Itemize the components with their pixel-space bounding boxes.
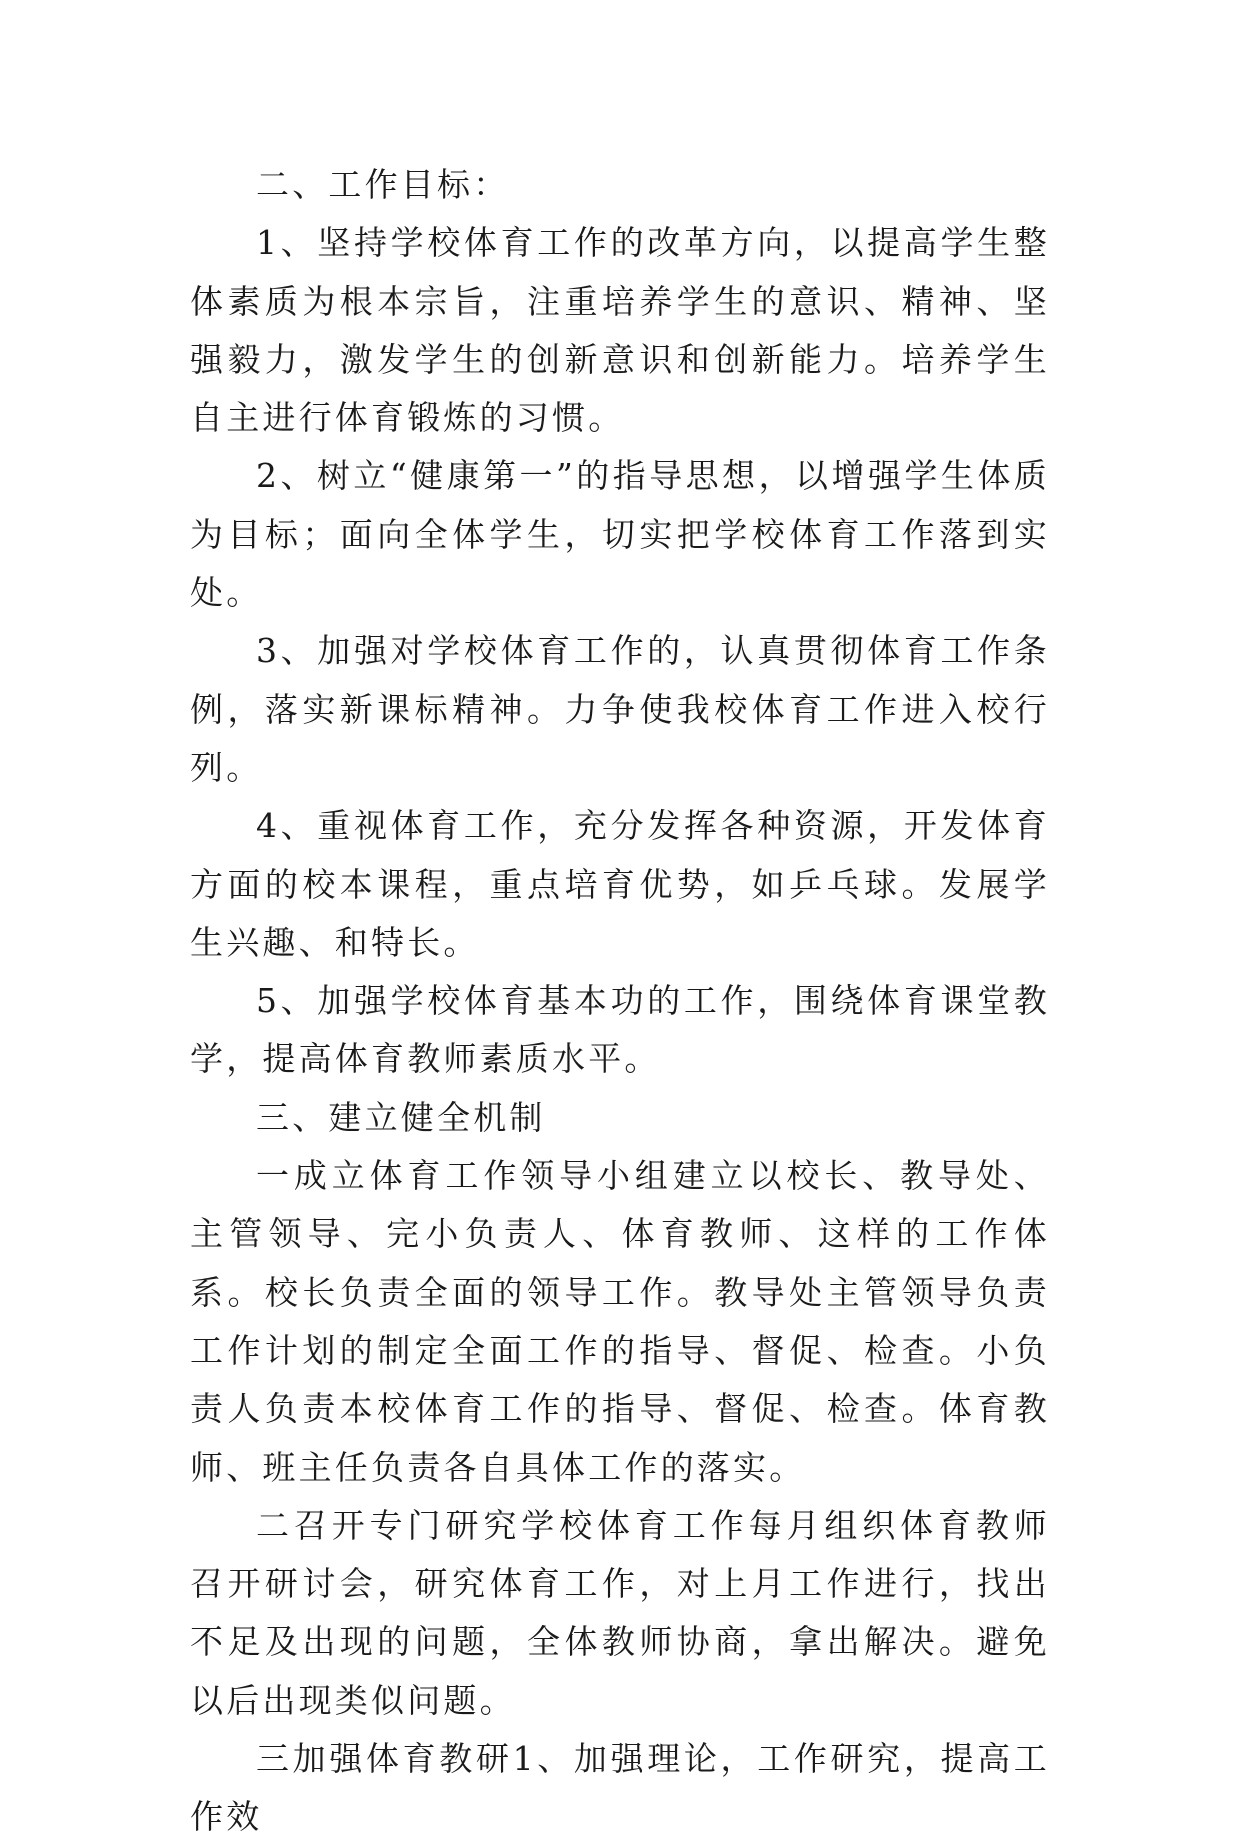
paragraph-teaching-research: 三加强体育教研1、加强理论，工作研究，提高工作效	[190, 1739, 1050, 1837]
document-body	[190, 156, 1050, 1847]
paragraph-goal-4: 4、重视体育工作，充分发挥各种资源，开发体育方面的校本课程，重点培育优势，如乒乓球。发展学生兴趣、和特长。	[190, 806, 1050, 962]
paragraph-monthly-meeting: 二召开专门研究学校体育工作每月组织体育教师召开研讨会，研究体育工作，对上月工作进行，找出不足及出现的问题，全体教师协商，拿出解决。避免以后出现类似问题。	[190, 1505, 1050, 1720]
section-heading-mechanism: 三、建立健全机制	[256, 1097, 546, 1137]
paragraph-goal-1: 1、坚持学校体育工作的改革方向，以提高学生整体素质为根本宗旨，注重培养学生的意识、精神、坚强毅力，激发学生的创新意识和创新能力。培养学生自主进行体育锻炼的习惯。	[190, 223, 1050, 438]
section-heading-work-goals: 二、工作目标：	[256, 165, 510, 204]
paragraph-goal-3: 3、加强对学校体育工作的，认真贯彻体育工作条例，落实新课标精神。力争使我校体育工作进入校行列。	[190, 631, 1050, 787]
paragraph-goal-2: 2、树立“健康第一”的指导思想，以增强学生体质为目标；面向全体学生，切实把学校体育工作落到实处。	[190, 456, 1050, 613]
paragraph-leadership-group: 一成立体育工作领导小组建立以校长、教导处、主管领导、完小负责人、体育教师、这样的工作体系。校长负责全面的领导工作。教导处主管领导负责工作计划的制定全面工作的指导、督促、检查。小负责人负责本校体育工作的指导、督促、检查。体育教师、班主任负责各自具体工作的落实。	[190, 1156, 1050, 1487]
paragraph-goal-5: 5、加强学校体育基本功的工作，围绕体育课堂教学，提高体育教师素质水平。	[190, 981, 1050, 1079]
